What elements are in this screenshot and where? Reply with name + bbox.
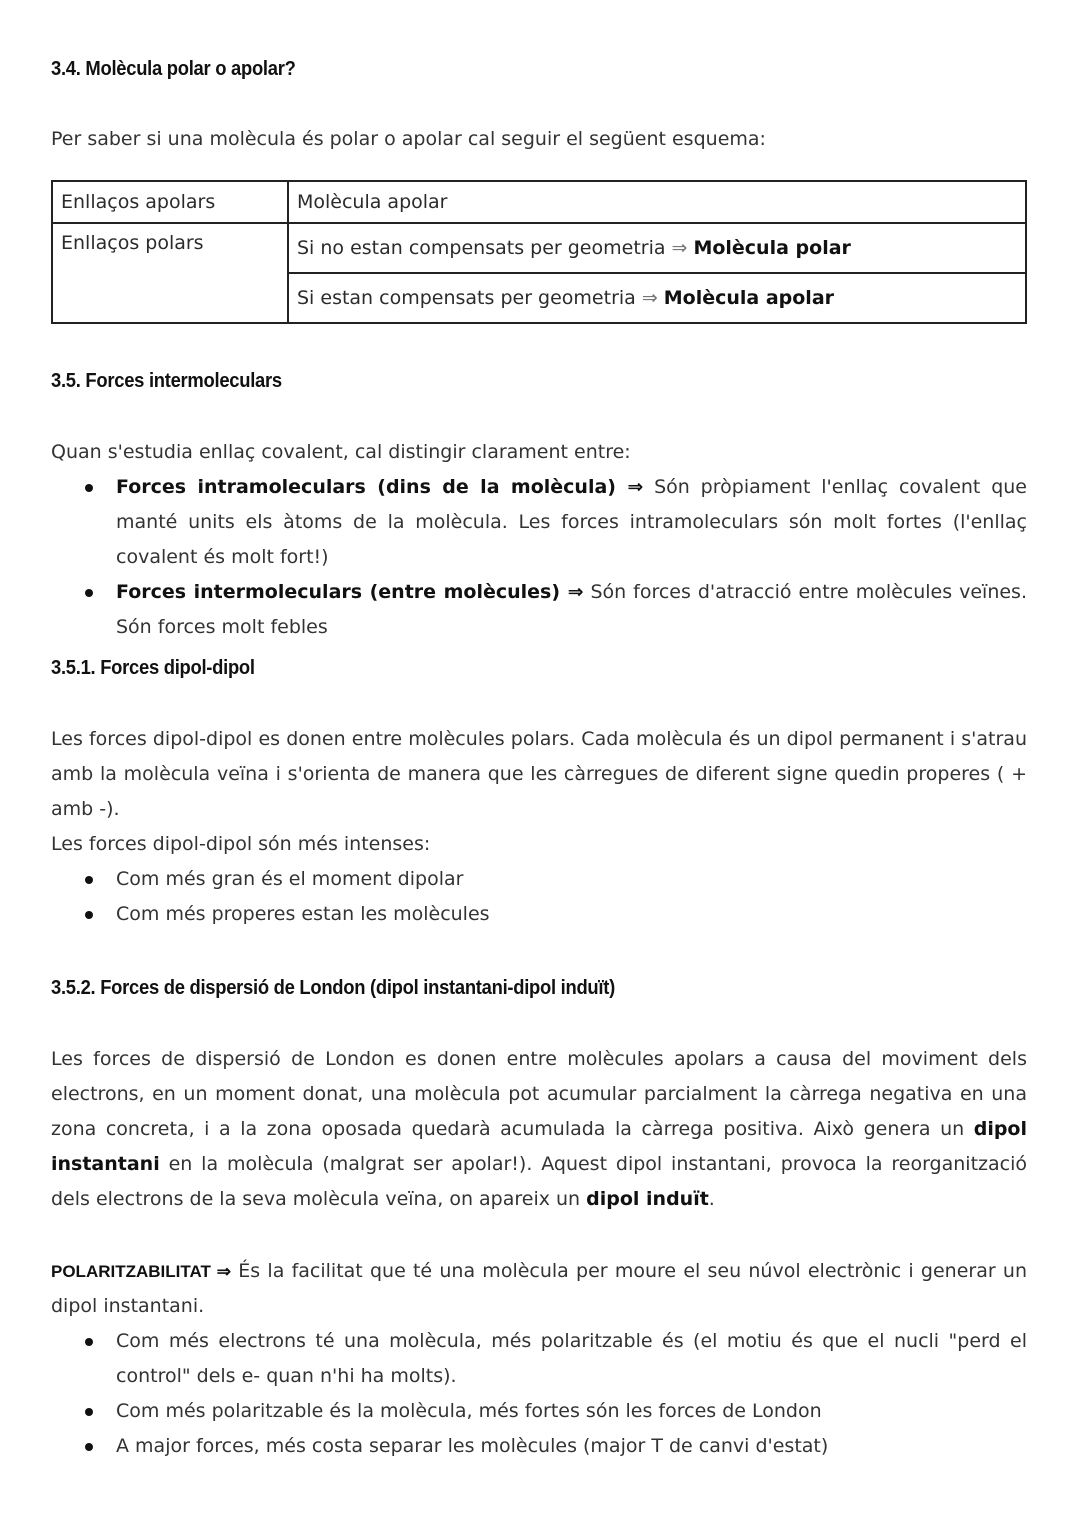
list-item: Com més polaritzable és la molècula, més fortes són les forces de London <box>82 1394 1027 1429</box>
section-3-5-2-title: 3.5.2. Forces de dispersió de London (dipol instantani-dipol induït) <box>51 977 615 999</box>
table-row <box>52 223 1026 273</box>
table-row <box>52 181 1026 223</box>
not-compensated-text: Si no estan compensats per geometria <box>297 237 666 259</box>
induced-dipole-term: dipol induït <box>586 1188 709 1210</box>
intramolecular-text: Són pròpiament l'enllaç covalent que manté units els àtoms de la molècula. Les forces intramoleculars són molt fortes (l'enllaç covalent és molt fort!) <box>116 476 1027 568</box>
london-text-c: en la molècula (malgrat ser apolar!). Aquest dipol instantani, provoca la reorganització dels electrons de la seva molècula veïna, on apareix un <box>51 1153 1027 1210</box>
implies-arrow-icon: ⇒ <box>641 287 658 309</box>
section-3-5-intro: Quan s'estudia enllaç covalent, cal distingir clarament entre: <box>51 441 631 463</box>
force-types-list <box>82 470 1027 645</box>
polarizability-text: És la facilitat que té una molècula per moure el seu núvol electrònic i generar un dipol instantani. <box>51 1260 1027 1317</box>
section-3-4-title: 3.4. Molècula polar o apolar? <box>51 58 296 80</box>
intermolecular-label: Forces intermoleculars (entre molècules) ⇒ <box>116 581 584 603</box>
list-item: Com més electrons té una molècula, més polaritzable és (el motiu és que el nucli "perd el control" dels e- quan n'hi ha molts). <box>82 1324 1027 1394</box>
polarizability-list <box>82 1324 1027 1464</box>
implies-arrow-icon: ⇒ <box>671 237 688 259</box>
london-paragraph <box>51 1042 1027 1217</box>
list-item: Com més properes estan les molècules <box>82 897 1027 932</box>
polarizability-paragraph <box>51 1254 1027 1324</box>
section-3-5-1-title: 3.5.1. Forces dipol-dipol <box>51 657 255 679</box>
nonpolar-molecule-result: Molècula apolar <box>663 287 835 309</box>
nonpolar-bonds-cell: Enllaços apolars <box>52 181 288 223</box>
list-item <box>82 470 1027 575</box>
instant-dipole-term: dipol instantani <box>51 1118 1027 1175</box>
dipole-intensity-list <box>82 862 1027 932</box>
section-3-4-intro: Per saber si una molècula és polar o apolar cal seguir el següent esquema: <box>51 128 766 150</box>
london-text-a: Les forces de dispersió de London es donen entre molècules apolars a causa del moviment dels electrons, en un moment donat, una molècula pot acumular parcialment la càrrega negativa en una zona concreta, i a la zona oposada quedarà acumulada la càrrega positiva. Això genera un <box>51 1048 1027 1140</box>
list-item: Com més gran és el moment dipolar <box>82 862 1027 897</box>
intramolecular-label: Forces intramoleculars (dins de la molècula) ⇒ <box>116 476 644 498</box>
intermolecular-text: Són forces d'atracció entre molècules veïnes. Són forces molt febles <box>116 581 1027 638</box>
dipole-paragraph: Les forces dipol-dipol es donen entre molècules polars. Cada molècula és un dipol permanent i s'atrau amb la molècula veïna i s'orienta de manera que les càrregues de diferent signe quedin properes ( + amb -). <box>51 728 1027 820</box>
compensated-cell <box>288 273 1026 323</box>
dipole-intensity-intro: Les forces dipol-dipol són més intenses: <box>51 833 431 855</box>
section-3-5-title: 3.5. Forces intermoleculars <box>51 370 282 392</box>
compensated-text: Si estan compensats per geometria <box>297 287 636 309</box>
list-item <box>82 575 1027 645</box>
london-text-e: . <box>708 1188 715 1210</box>
polarity-scheme-table <box>51 180 1027 324</box>
not-compensated-cell <box>288 223 1026 273</box>
polarizability-label: POLARITZABILITAT ⇒ <box>51 1262 232 1281</box>
polar-bonds-cell: Enllaços polars <box>52 223 288 323</box>
list-item: A major forces, més costa separar les molècules (major T de canvi d'estat) <box>82 1429 1027 1464</box>
nonpolar-molecule-cell: Molècula apolar <box>288 181 1026 223</box>
polar-molecule-result: Molècula polar <box>693 237 851 259</box>
